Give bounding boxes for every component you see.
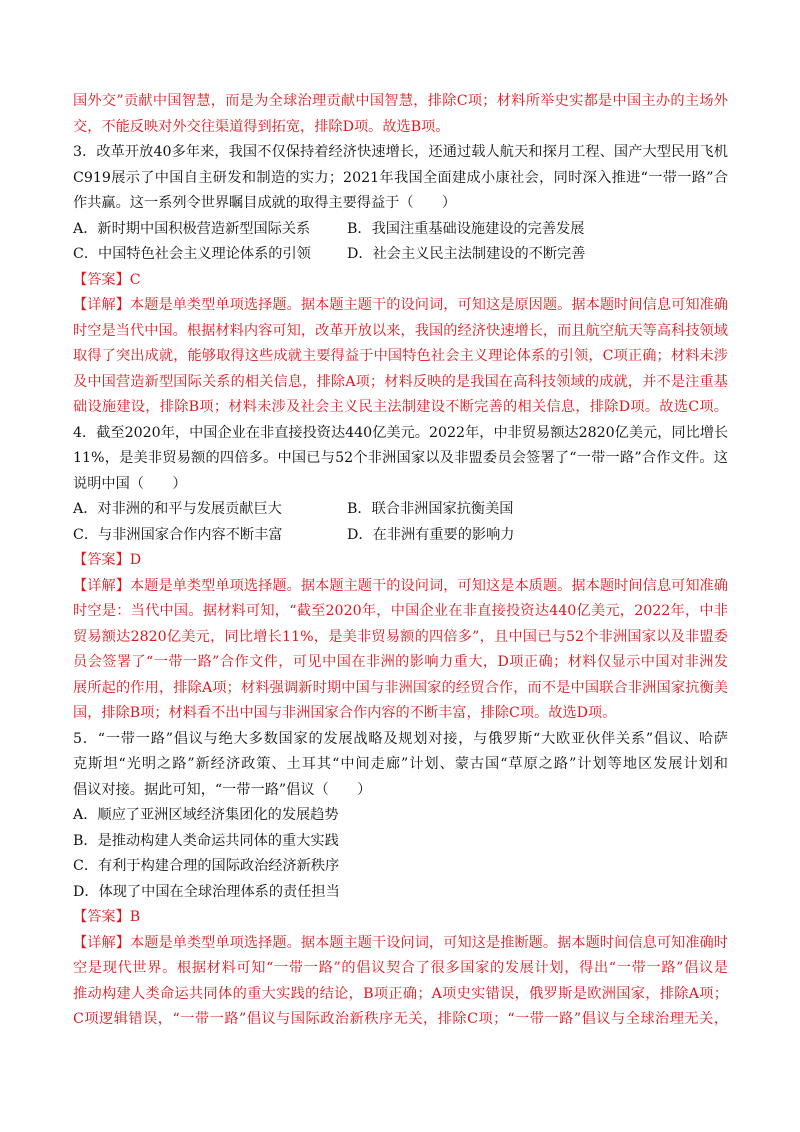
answer-tag: 【答案】 bbox=[73, 909, 130, 925]
explanation-line: 交，不能反映对外交往渠道得到拓宽，排除D项。故选B项。 bbox=[73, 118, 450, 135]
detail-text: 本题是单类型单项选择题。据本题主题干的设问词，可知这是本质题。据本题时间信息可知准确 bbox=[129, 577, 728, 594]
answer-value: D bbox=[129, 552, 142, 568]
question-stem-line: 3．改革开放40多年来，我国不仅保持着经济快速增长，还通过载人航天和探月工程、国产大型民用飞机 bbox=[73, 144, 728, 160]
question-5 bbox=[73, 727, 728, 1033]
option-c: C．有利于构建合理的国际政治经济新秩序 bbox=[73, 858, 340, 874]
detail-tag: 【详解】 bbox=[73, 297, 130, 313]
answer-value: B bbox=[129, 909, 141, 925]
detail-line bbox=[73, 574, 728, 600]
option-a: A．对非洲的和平与发展贡献巨大 bbox=[73, 501, 282, 517]
detail-line: 员会签署了“一带一路”合作文件，可见中国在非洲的影响力重大，D项正确；材料仅显示中国对非洲发 bbox=[73, 654, 728, 670]
detail-line: 空是现代世界。根据材料可知“一带一路”的倡议契合了很多国家的发展计划，得出“一带一路”倡议是 bbox=[73, 960, 728, 976]
question-stem-line: C919展示了中国自主研发和制造的实力；2021年我国全面建成小康社会，同时深入推进“一带一路”合 bbox=[73, 169, 728, 186]
question-stem-line: 作共赢。这一系列令世界瞩目成就的取得主要得益于（ ） bbox=[73, 195, 457, 211]
question-stem-line: 11%，是美非贸易额的四倍多。中国已与52个非洲国家以及非盟委员会签署了“一带一路”合作文件。这 bbox=[73, 450, 728, 466]
question-stem-line: 倡议对接。据此可知，“一带一路”倡议（ ） bbox=[73, 781, 372, 798]
question-3 bbox=[73, 140, 728, 421]
answer-line bbox=[73, 905, 728, 931]
detail-line: 取得了突出成就，能够取得这些成就主要得益于中国特色社会主义理论体系的引领，C项正确；材料未涉 bbox=[73, 348, 728, 364]
option-d: D．社会主义民主法制建设的不断完善 bbox=[347, 246, 586, 262]
question-4 bbox=[73, 421, 728, 727]
detail-line bbox=[73, 931, 728, 957]
options-row bbox=[73, 217, 728, 243]
options-row bbox=[73, 497, 728, 523]
explanation-line: 国外交”贡献中国智慧，而是为全球治理贡献中国智慧，排除C项；材料所举史实都是中国主办的主场外 bbox=[73, 93, 728, 109]
question-stem-line: 说明中国（ ） bbox=[73, 475, 187, 492]
detail-tag: 【详解】 bbox=[73, 934, 130, 951]
option-d: D．体现了中国在全球治理体系的责任担当 bbox=[73, 883, 340, 900]
detail-line: 及中国营造新型国际关系的相关信息，排除A项；材料反映的是我国在高科技领域的成就，并不是注重基 bbox=[73, 373, 728, 390]
options-row bbox=[73, 523, 728, 549]
detail-line: 时空是当代中国。根据材料内容可知，改革开放以来，我国的经济快速增长，而且航空航天等高科技领域 bbox=[73, 322, 728, 339]
option-b: B．我国注重基础设施建设的完善发展 bbox=[347, 220, 585, 237]
detail-line: 推动构建人类命运共同体的重大实践的结论，B项正确；A项史实错误，俄罗斯是欧洲国家，排除A项； bbox=[73, 985, 728, 1002]
answer-line bbox=[73, 548, 728, 574]
options-row bbox=[73, 242, 728, 268]
detail-line bbox=[73, 293, 728, 319]
detail-line: C项逻辑错误，“一带一路”倡议与国际政治新秩序无关，排除C项；“一带一路”倡议与全球治理无关， bbox=[73, 1011, 728, 1027]
option-b: B．是推动构建人类命运共同体的重大实践 bbox=[73, 832, 339, 849]
option-a: A．新时期中国积极营造新型国际关系 bbox=[73, 220, 311, 237]
option-c: C．中国特色社会主义理论体系的引领 bbox=[73, 246, 311, 262]
question-stem-line: 克斯坦“光明之路”新经济政策、土耳其“中间走廊”计划、蒙古国“草原之路”计划等地区发展计划和 bbox=[73, 756, 728, 772]
detail-tag: 【详解】 bbox=[73, 577, 130, 594]
option-a: A．顺应了亚洲区域经济集团化的发展趋势 bbox=[73, 807, 339, 823]
option-d: D．在非洲有重要的影响力 bbox=[347, 526, 515, 543]
answer-line bbox=[73, 268, 728, 294]
detail-line: 展所起的作用，排除A项；材料强调新时期中国与非洲国家的经贸合作，而不是中国联合非洲国家抗衡美 bbox=[73, 679, 728, 696]
option-b: B．联合非洲国家抗衡美国 bbox=[347, 501, 514, 517]
answer-value: C bbox=[129, 271, 141, 288]
answer-tag: 【答案】 bbox=[73, 552, 130, 568]
answer-tag: 【答案】 bbox=[73, 271, 130, 288]
detail-text: 本题是单类型单项选择题。据本题主题干的设问词，可知这是原因题。据本题时间信息可知准确 bbox=[129, 297, 728, 313]
detail-line: 贸易额达2820亿美元，同比增长11%，是美非贸易额的四倍多”，且中国已与52个非洲国家以及非盟委 bbox=[73, 628, 728, 645]
detail-line: 国，排除B项；材料看不出中国与非洲国家合作内容的不断丰富，排除C项。故选D项。 bbox=[73, 705, 617, 721]
detail-line: 时空是：当代中国。据材料可知，“截至2020年，中国企业在非直接投资达440亿美元，2022年，中非 bbox=[73, 603, 728, 619]
detail-text: 本题是单类型单项选择题。据本题主题干设问词，可知这是推断题。据本题时间信息可知准确时 bbox=[129, 934, 728, 951]
question-stem-line: 4．截至2020年，中国企业在非直接投资达440亿美元。2022年，中非贸易额达2820亿美元，同比增长 bbox=[73, 424, 728, 441]
question-stem-line: 5．“一带一路”倡议与绝大多数国家的发展战略及规划对接，与俄罗斯“大欧亚伙伴关系”倡议、哈萨 bbox=[73, 730, 728, 747]
option-c: C．与非洲国家合作内容不断丰富 bbox=[73, 526, 283, 543]
detail-line: 础设施建设，排除B项；材料未涉及社会主义民主法制建设不断完善的相关信息，排除D项。故选C项。 bbox=[73, 399, 728, 415]
